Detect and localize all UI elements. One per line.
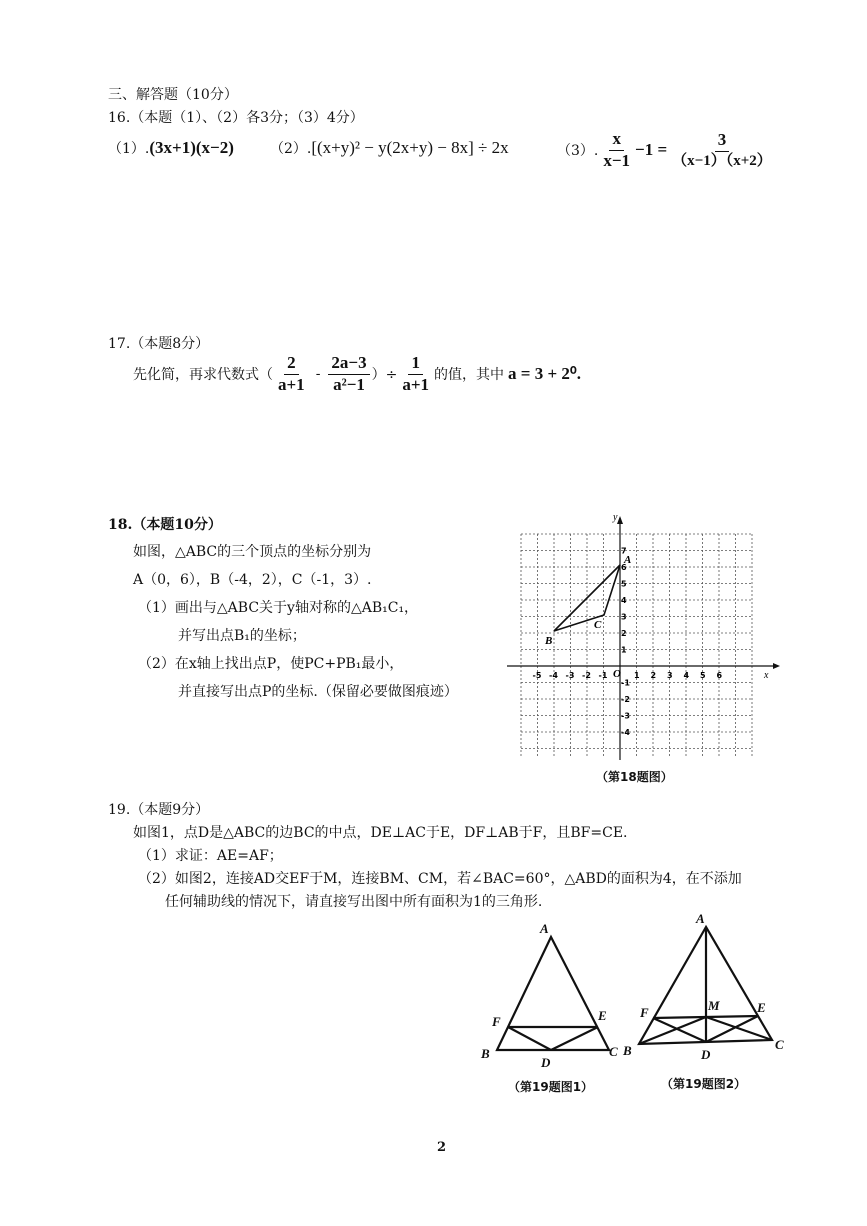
- fig1-label-f: F: [492, 1014, 501, 1029]
- x-tick-label: 5: [700, 671, 706, 680]
- q16-p1-label: （1）.: [108, 141, 150, 157]
- q17-f2-den: a²−1: [333, 374, 365, 394]
- q17-f1-den: a+1: [278, 374, 305, 394]
- q16-p3-right-num: 3: [715, 131, 730, 152]
- q17-body: [133, 354, 581, 394]
- y-tick-label: 7: [621, 546, 627, 556]
- fig2-label-a: A: [696, 911, 705, 926]
- q17-f1-num: 2: [284, 354, 299, 375]
- q16-p1-expr: (3x+1)(x−2): [149, 138, 234, 157]
- fig2-label-b: B: [623, 1043, 632, 1058]
- x-tick-label: -5: [532, 671, 542, 680]
- q16-p3-left-num: x: [609, 130, 624, 151]
- page-number: 2: [437, 1140, 447, 1155]
- fig1-triangle-abc: [497, 937, 609, 1050]
- fig2-segment-fd: [653, 1018, 706, 1042]
- fig1-label-c: C: [609, 1044, 618, 1059]
- q16-p3-left-fraction: [600, 130, 633, 170]
- point-b-label: B: [545, 635, 553, 647]
- fig2-segment-bm: [639, 1017, 706, 1044]
- q17-text-before: 先化简，再求代数式（: [133, 367, 273, 384]
- q17-f2-num: 2a−3: [328, 354, 369, 375]
- q19-figure-2: [620, 905, 790, 1070]
- fig2-label-c: C: [775, 1037, 784, 1052]
- q17-fraction-2: [328, 354, 369, 394]
- x-tick-label: -1: [598, 671, 608, 680]
- q17-header: 17.（本题8分）: [108, 336, 210, 352]
- y-tick-label: -4: [621, 728, 630, 737]
- x-tick-label: 6: [716, 671, 723, 680]
- q16-part2: [270, 138, 509, 158]
- y-tick-label: -3: [621, 711, 630, 721]
- q18-grid: [521, 534, 752, 757]
- x-axis-label: x: [764, 670, 769, 681]
- q19-line2: （1）求证：AE=AF；: [138, 848, 283, 864]
- y-tick-label: -1: [621, 678, 630, 688]
- q17-fraction-3: [399, 354, 432, 394]
- q16-p3-label: （3）.: [557, 143, 599, 160]
- q19-line1: 如图1，点D是△ABC的边BC的中点，DE⊥AC于E，DF⊥AB于F，且BF=CE.: [133, 825, 628, 841]
- y-tick-label: 6: [621, 563, 627, 572]
- q19-line4: 任何辅助线的情况下，请直接写出图中所有面积为1的三角形.: [165, 894, 543, 910]
- x-tick-label: 3: [667, 671, 673, 680]
- origin-label: O: [613, 668, 621, 680]
- q16-p3-right-den: （x−1）（x+2）: [672, 152, 772, 169]
- q17-fraction-1: [275, 354, 308, 394]
- q19-line3: （2）如图2，连接AD交EF于M，连接BM、CM，若∠BAC=60°，△ABD的面积为4，在不添加: [138, 871, 742, 887]
- q17-paren-div: ）÷: [371, 367, 398, 384]
- q17-value-expr: a = 3 + 2⁰.: [508, 364, 581, 384]
- fig1-label-b: B: [481, 1046, 490, 1061]
- q17-text-after: 的值，其中: [434, 367, 505, 384]
- q18-line3: （1）画出与△ABC关于y轴对称的△AB₁C₁，: [138, 600, 419, 616]
- fig2-label-d: D: [701, 1047, 711, 1062]
- x-tick-label: 2: [650, 671, 657, 680]
- fig1-segment-ed: [551, 1027, 598, 1050]
- y-axis-label: y: [613, 512, 618, 523]
- x-tick-label: -4: [549, 671, 558, 680]
- q16-p3-left-den: x−1: [603, 150, 631, 170]
- q16-p3-mid: −1 =: [635, 140, 668, 160]
- point-a-label: A: [624, 554, 632, 566]
- q19-figure-1: [476, 915, 626, 1075]
- q18-line1: 如图，△ABC的三个顶点的坐标分别为: [133, 544, 372, 560]
- fig1-label-a: A: [540, 921, 549, 936]
- y-tick-label: 2: [621, 629, 627, 638]
- q18-line2: A（0，6），B（-4，2），C（-1，3）.: [133, 572, 372, 588]
- section-title: 三、解答题（10分）: [108, 87, 238, 103]
- q16-p3-right-fraction: [669, 131, 775, 169]
- fig1-label-e: E: [598, 1008, 607, 1023]
- x-tick-label: -2: [582, 671, 591, 680]
- x-tick-label: -3: [565, 671, 575, 680]
- y-tick-label: 4: [621, 596, 627, 605]
- q16-part3: [557, 130, 777, 170]
- q19-header: 19.（本题9分）: [108, 802, 210, 818]
- y-tick-label: -2: [621, 695, 630, 704]
- x-axis-arrow-icon: [773, 663, 780, 669]
- q18-caption: （第18题图）: [596, 770, 673, 784]
- x-tick-label: 1: [634, 671, 640, 680]
- q16-part1: [108, 138, 234, 158]
- y-tick-label: 1: [621, 645, 627, 655]
- q18-line4: 并写出点B₁的坐标；: [178, 628, 306, 644]
- q18-coordinate-figure: [505, 508, 785, 763]
- fig1-segment-fd: [508, 1027, 551, 1050]
- fig1-label-d: D: [541, 1055, 551, 1070]
- y-tick-label: 3: [621, 612, 627, 622]
- fig2-label-e: E: [757, 1000, 766, 1015]
- fig2-label-f: F: [640, 1005, 649, 1020]
- q17-minus: -: [315, 366, 321, 383]
- y-tick-label: 5: [621, 579, 627, 589]
- q18-line6: 并直接写出点P的坐标.（保留必要做图痕迹）: [178, 684, 458, 700]
- q16-header: 16.（本题（1）、（2）各3分；（3）4分）: [108, 110, 364, 126]
- q19-caption-1: （第19题图1）: [508, 1080, 594, 1094]
- q18-tick-labels: [533, 547, 723, 738]
- q17-f3-den: a+1: [402, 374, 430, 394]
- q17-f3-num: 1: [408, 354, 423, 375]
- y-axis-arrow-icon: [617, 516, 623, 524]
- q16-p2-label: （2）.: [270, 141, 312, 157]
- q18-line5: （2）在x轴上找出点P，使PC+PB₁最小，: [138, 656, 404, 672]
- x-tick-label: 4: [683, 671, 690, 680]
- point-c-label: C: [594, 619, 602, 631]
- fig2-label-m: M: [708, 998, 720, 1013]
- q16-p2-expr: [(x+y)² − y(2x+y) − 8x] ÷ 2x: [311, 138, 509, 157]
- q19-caption-2: （第19题图2）: [661, 1077, 747, 1091]
- q18-header: 18.（本题10分）: [108, 517, 222, 533]
